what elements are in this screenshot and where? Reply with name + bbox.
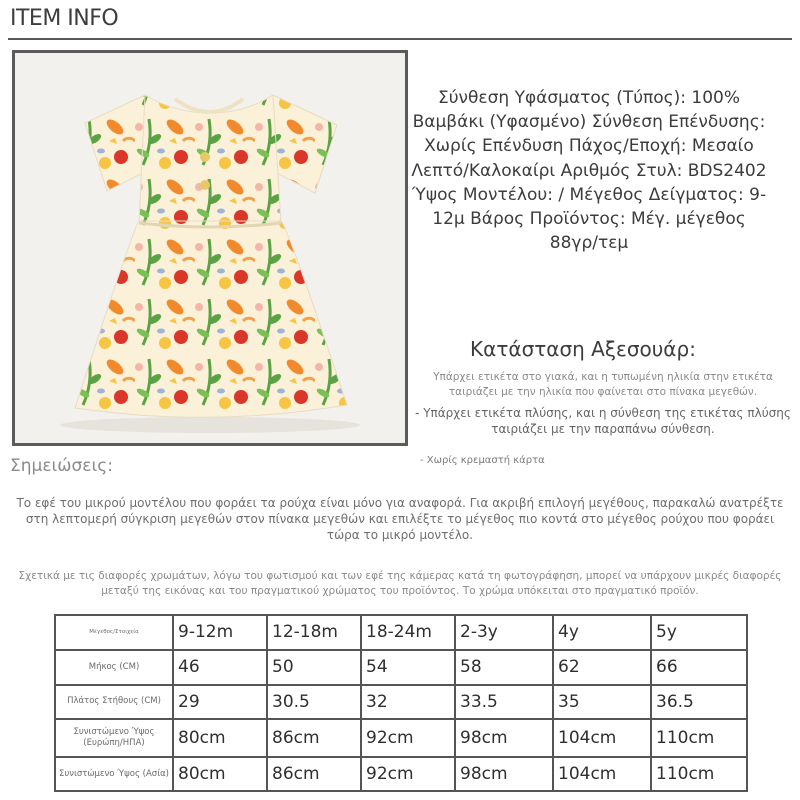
table-cell: 46 (174, 651, 268, 686)
size-table (54, 614, 748, 792)
table-row (56, 758, 746, 790)
row-label: Συνιστώμενο Ύψος (Ευρώπη/ΗΠΑ) (56, 720, 174, 758)
table-cell: 104cm (554, 720, 652, 758)
table-cell: 110cm (652, 720, 746, 758)
table-cell: 33.5 (456, 686, 554, 721)
table-cell: 66 (652, 651, 746, 686)
table-cell: 32 (362, 686, 456, 721)
table-cell: 35 (554, 686, 652, 721)
table-cell: 2-3y (456, 616, 554, 651)
row-label: Μέγεθος/Στοιχεία (56, 616, 174, 651)
table-cell: 4y (554, 616, 652, 651)
table-cell: 36.5 (652, 686, 746, 721)
table-cell: 9-12m (174, 616, 268, 651)
product-specs: Σύνθεση Υφάσματος (Τύπος): 100% Βαμβάκι (Υφασμένο) Σύνθεση Επένδυσης: Χωρίς Επένδυση Πάχος/Εποχή: Μεσαίο Λεπτό/Καλοκαίρι Αριθμός Στυλ: BDS2402 Ύψος Μοντέλου: / Μέγεθος Δείγματος: 9-12μ Βάρος Προϊόντος: Μέγ. μέγεθος 88γρ/τεμ (411, 88, 767, 254)
accessories-collar-label: Υπάρχει ετικέτα στο γιακά, και η τυπωμένη ηλικία στην ετικέτα ταιριάζει με την ηλικία που φαίνεται στο πίνακα μεγεθών. (433, 371, 773, 398)
table-cell: 104cm (554, 758, 652, 790)
table-row (56, 651, 746, 686)
table-cell: 86cm (268, 720, 362, 758)
page-title: ITEM INFO (10, 6, 119, 31)
accessories-title: Κατάσταση Αξεσουάρ: (470, 337, 696, 361)
table-row (56, 720, 746, 758)
row-label: Μήκος (CM) (56, 651, 174, 686)
table-cell: 18-24m (362, 616, 456, 651)
table-cell: 80cm (174, 720, 268, 758)
row-label: Συνιστώμενο Ύψος (Ασία) (56, 758, 174, 790)
notes-color-difference: Σχετικά με τις διαφορές χρωμάτων, λόγω του φωτισμού και των εφέ της κάμερας κατά τη φωτογράφηση, μπορεί να υπάρχουν μικρές διαφορές μεταξύ της εικόνας και του πραγματικού χρώματος του προϊόντος. Το χρώμα υπόκειται στο πραγματικό προϊόν. (18, 570, 782, 597)
table-cell: 12-18m (268, 616, 362, 651)
row-label: Πλάτος Στήθους (CM) (56, 686, 174, 721)
table-cell: 30.5 (268, 686, 362, 721)
table-cell: 86cm (268, 758, 362, 790)
table-cell: 5y (652, 616, 746, 651)
table-cell: 92cm (362, 720, 456, 758)
table-cell: 80cm (174, 758, 268, 790)
table-cell: 110cm (656, 764, 715, 785)
table-cell: 50 (268, 651, 362, 686)
table-cell: 54 (362, 651, 456, 686)
table-cell: 98cm (456, 720, 554, 758)
table-cell: 29 (174, 686, 268, 721)
product-image (12, 50, 408, 446)
header-divider (8, 38, 792, 40)
accessories-wash-label: - Υπάρχει ετικέτα πλύσης, και η σύνθεση της ετικέτας πλύσης ταιριάζει με την παραπάνω σύνθεση. (415, 406, 791, 436)
table-cell: 98cm (456, 758, 554, 790)
notes-model-reference: Το εφέ του μικρού μοντέλου που φοράει τα ρούχα είναι μόνο για αναφορά. Για ακριβή επιλογή μεγέθους, παρακαλώ ανατρέξτε στη λεπτομερή σύγκριση μεγεθών στον πίνακα μεγεθών και επιλέξτε το μέγεθος πιο κοντά στο μέγεθος ρούχου που φοράει τώρα το μικρό μοντέλο. (16, 496, 784, 542)
table-cell: 92cm (362, 758, 456, 790)
table-row (56, 686, 746, 721)
table-row (56, 616, 746, 651)
notes-title: Σημειώσεις: (10, 456, 113, 476)
table-cell: 58 (456, 651, 554, 686)
accessories-hang-tag: - Χωρίς κρεμαστή κάρτα (420, 455, 545, 466)
table-cell: 62 (554, 651, 652, 686)
